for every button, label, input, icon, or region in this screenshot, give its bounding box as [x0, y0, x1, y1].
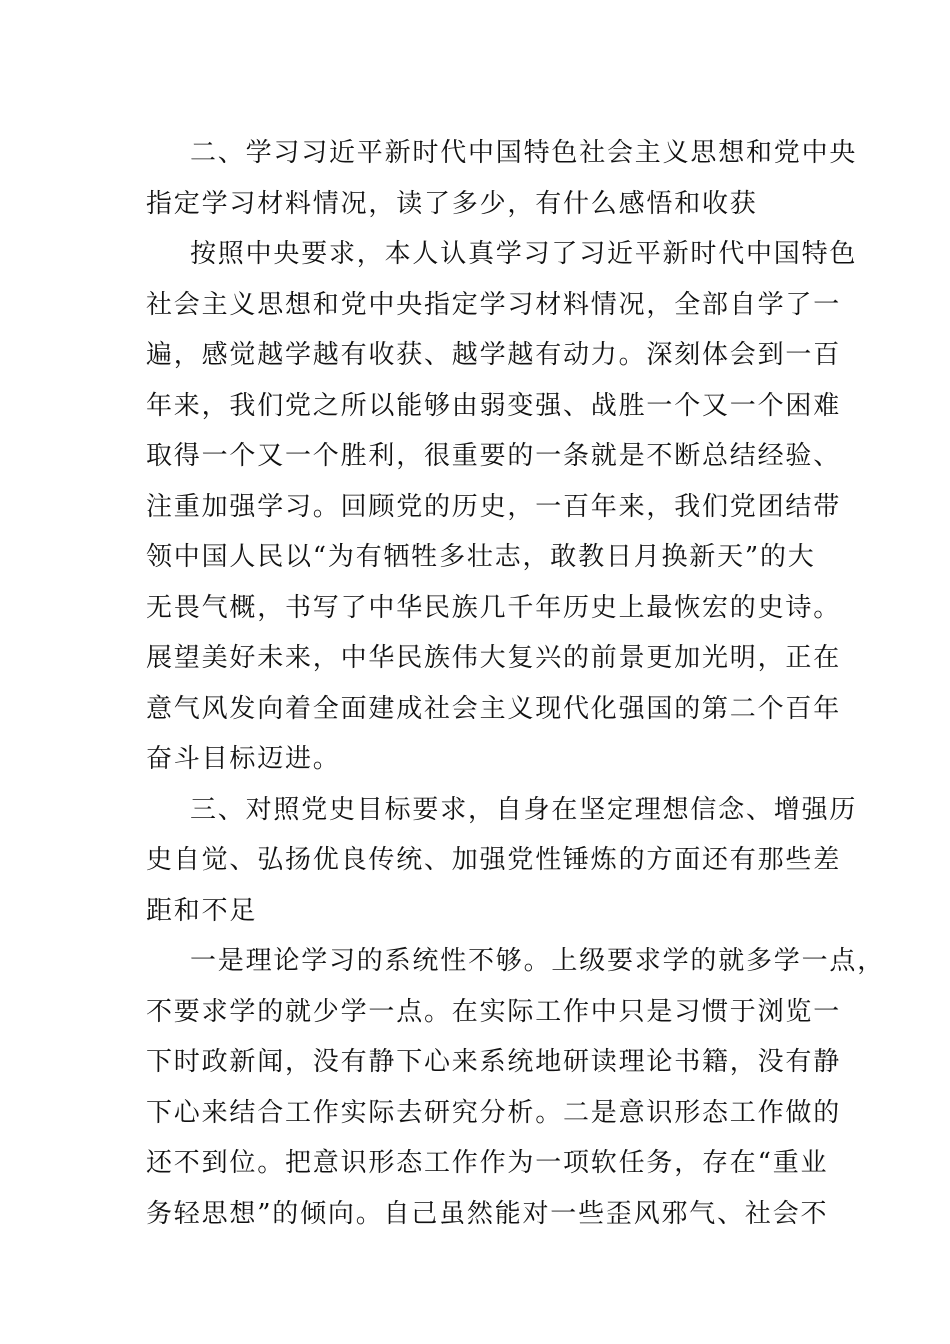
text-line: 一是理论学习的系统性不够。上级要求学的就多学一点，	[190, 946, 886, 976]
text-line: 史自觉、弘扬优良传统、加强党性锤炼的方面还有那些差	[146, 845, 842, 875]
section-2-body	[146, 229, 858, 785]
text-line: 按照中央要求，本人认真学习了习近平新时代中国特色	[190, 239, 858, 269]
section-3-body	[146, 936, 886, 1239]
text-line: 意气风发向着全面建成社会主义现代化强国的第二个百年	[146, 693, 842, 724]
text-line: 下时政新闻，没有静下心来系统地研读理论书籍，没有静	[146, 1047, 842, 1077]
text-line: 务轻思想”的倾向。自己虽然能对一些歪风邪气、社会不	[146, 1198, 829, 1229]
text-line: 遍，感觉越学越有收获、越学越有动力。深刻体会到一百	[146, 340, 842, 370]
text-line: 社会主义思想和党中央指定学习材料情况，全部自学了一	[146, 289, 842, 320]
document-text	[146, 128, 886, 1239]
text-line: 展望美好未来，中华民族伟大复兴的前景更加光明，正在	[146, 643, 842, 673]
section-2-heading	[146, 128, 858, 229]
text-line: 不要求学的就少学一点。在实际工作中只是习惯于浏览一	[146, 996, 842, 1027]
text-line: 年来，我们党之所以能够由弱变强、战胜一个又一个困难	[146, 390, 842, 421]
text-line: 取得一个又一个胜利，很重要的一条就是不断总结经验、	[146, 441, 842, 471]
section-3-heading	[146, 785, 858, 937]
text-line: 距和不足	[146, 895, 258, 926]
text-line: 指定学习材料情况，读了多少，有什么感悟和收获	[146, 188, 758, 219]
text-line: 注重加强学习。回顾党的历史，一百年来，我们党团结带	[146, 491, 842, 522]
text-line: 还不到位。把意识形态工作作为一项软任务，存在“重业	[146, 1148, 829, 1178]
text-line: 领中国人民以“为有牺牲多壮志，敢教日月换新天”的大	[146, 542, 816, 572]
text-line: 无畏气概，书写了中华民族几千年历史上最恢宏的史诗。	[146, 592, 842, 623]
text-line: 奋斗目标迈进。	[146, 744, 341, 774]
text-line: 三、对照党史目标要求，自身在坚定理想信念、增强历	[190, 794, 858, 825]
text-line: 下心来结合工作实际去研究分析。二是意识形态工作做的	[146, 1097, 842, 1128]
text-line: 二、学习习近平新时代中国特色社会主义思想和党中央	[190, 138, 858, 168]
